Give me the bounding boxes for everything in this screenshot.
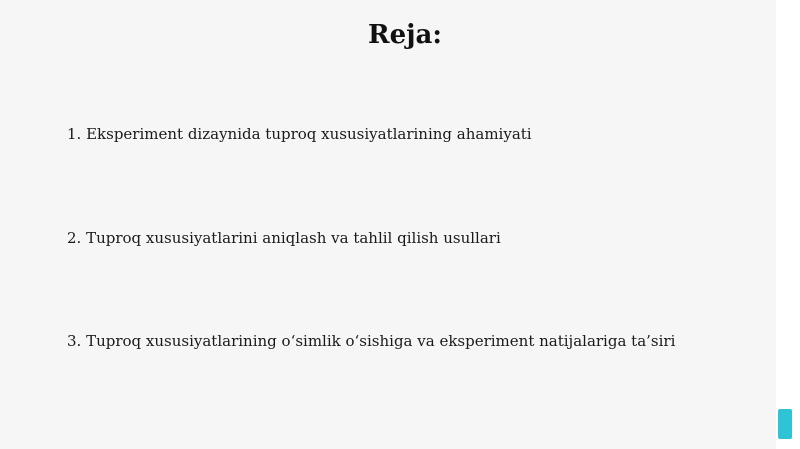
scrollbar-track[interactable]: [776, 0, 800, 449]
plan-item-3: 3. Tuproq xususiyatlarining o‘simlik o‘sishiga va eksperiment natijalariga ta’siri: [67, 332, 676, 350]
plan-item-2: 2. Tuproq xususiyatlarini aniqlash va tahlil qilish usullari: [67, 229, 501, 247]
plan-item-1: 1. Eksperiment dizaynida tuproq xususiyatlarining ahamiyati: [67, 125, 532, 143]
slide-title: Reja:: [367, 20, 442, 50]
scrollbar-thumb[interactable]: [778, 409, 792, 439]
